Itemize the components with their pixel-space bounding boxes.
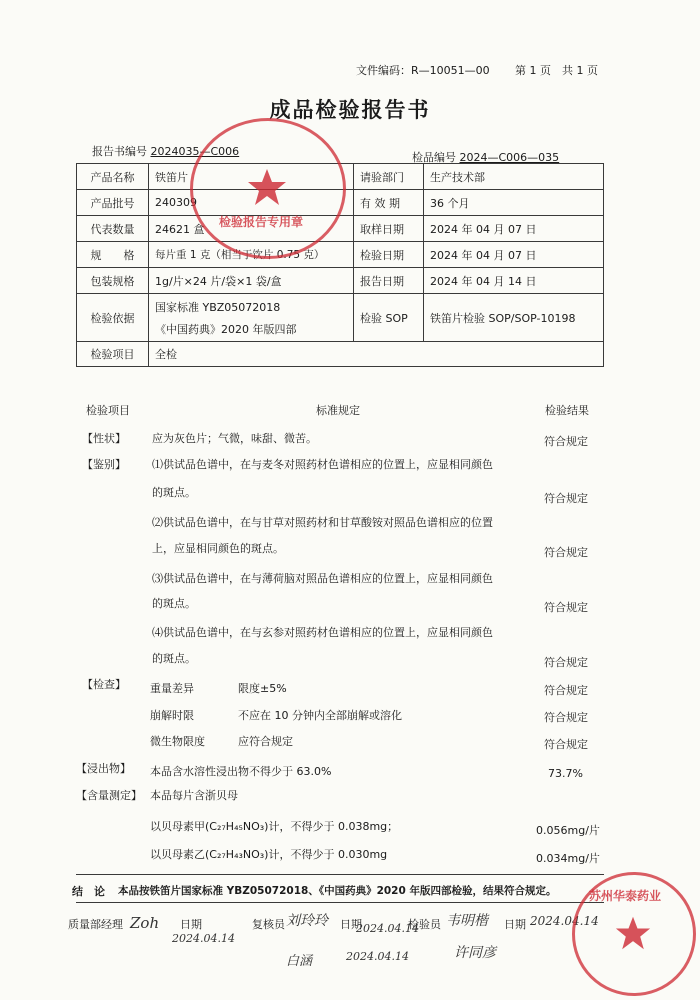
- extract-result: 73.7%: [548, 767, 583, 780]
- inspection-number-value: 2024—C006—035: [459, 151, 560, 164]
- column-header-result: 检验结果: [545, 404, 589, 417]
- conclusion-label: 结 论: [72, 885, 105, 898]
- ident4-line-a: ⑷供试品色谱中，在与玄参对照药材色谱相应的位置上，应显相同颜色: [152, 626, 493, 639]
- column-header-standard: 标准规定: [316, 404, 360, 417]
- document-number: 文件编码：R—10051—00: [356, 64, 490, 77]
- microbial-label: 微生物限度: [150, 735, 205, 748]
- info-value: 2024 年 04 月 14 日: [424, 268, 604, 294]
- info-label: 包装规格: [77, 268, 149, 294]
- ident3-line-b: 的斑点。: [152, 597, 196, 610]
- date-label-3: 日期: [504, 918, 526, 931]
- ident3-result: 符合规定: [544, 601, 588, 614]
- conclusion-text: 本品按铁笛片国家标准 YBZ05072018、《中国药典》2020 年版四部检验，结果符合规定。: [118, 885, 557, 897]
- check-label: 【检查】: [82, 678, 126, 691]
- star-icon: [247, 167, 287, 207]
- ident4-line-b: 的斑点。: [152, 652, 196, 665]
- ident2-line-b: 上，应显相同颜色的斑点。: [152, 542, 284, 555]
- weight-label: 重量差异: [150, 682, 194, 695]
- extra-date: 2024.04.14: [346, 950, 409, 963]
- info-label: 检验 SOP: [354, 294, 424, 342]
- info-value: [149, 294, 354, 342]
- appearance-result: 符合规定: [544, 435, 588, 448]
- appearance-label: 【性状】: [82, 432, 126, 445]
- extra-signature-1: 白涵: [286, 954, 313, 969]
- info-value: 铁笛片检验 SOP/SOP-10198: [424, 294, 604, 342]
- divider: [76, 902, 604, 903]
- disintegration-result: 符合规定: [544, 711, 588, 724]
- weight-result: 符合规定: [544, 684, 588, 697]
- date-3: 2024.04.14: [530, 914, 599, 928]
- report-number-value: 2024035—C006: [150, 145, 240, 158]
- extra-signature-2: 许同彦: [454, 945, 496, 961]
- seal-text: 苏州华泰药业: [589, 889, 662, 903]
- qa-manager-signature: Zoh: [130, 914, 160, 932]
- info-label: 报告日期: [354, 268, 424, 294]
- page-indicator: 第 1 页 共 1 页: [515, 64, 598, 77]
- company-seal: [572, 872, 696, 996]
- basis-line-1: 国家标准 YBZ05072018: [155, 300, 281, 314]
- reviewer-label: 复核员: [252, 918, 285, 931]
- info-label: 检验依据: [77, 294, 149, 342]
- extract-label: 【浸出物】: [76, 762, 131, 775]
- table-row: [77, 294, 604, 342]
- ident2-result: 符合规定: [544, 546, 588, 559]
- info-value: 2024 年 04 月 07 日: [424, 242, 604, 268]
- info-label: 代表数量: [77, 216, 149, 242]
- disintegration-label: 崩解时限: [150, 709, 194, 722]
- date-label-1: 日期: [180, 918, 202, 931]
- inspector-signature: 韦明楷: [446, 913, 488, 929]
- info-value: 1g/片×24 片/袋×1 袋/盒: [149, 268, 354, 294]
- info-value: 铁笛片: [149, 164, 354, 190]
- info-label: 请验部门: [354, 164, 424, 190]
- ident1-result: 符合规定: [544, 492, 588, 505]
- date-2: 2024.04.14: [356, 922, 419, 935]
- table-row: [77, 216, 604, 242]
- extract-standard: 本品含水溶性浸出物不得少于 63.0%: [150, 765, 332, 778]
- info-value: 生产技术部: [424, 164, 604, 190]
- info-value: 36 个月: [424, 190, 604, 216]
- info-label: 取样日期: [354, 216, 424, 242]
- ident1-line-a: ⑴供试品色谱中，在与麦冬对照药材色谱相应的位置上，应显相同颜色: [152, 458, 493, 471]
- info-value: 24621 盒: [149, 216, 354, 242]
- microbial-standard: 应符合规定: [238, 735, 293, 748]
- assay2-standard: 以贝母素乙(C₂₇H₄₃NO₃)计，不得少于 0.030mg: [150, 848, 388, 861]
- assay-label: 【含量测定】: [76, 789, 142, 802]
- assay1-standard: 以贝母素甲(C₂₇H₄₅NO₃)计，不得少于 0.038mg；: [150, 820, 399, 833]
- inspection-seal: [190, 118, 346, 259]
- divider: [76, 874, 604, 875]
- basis-line-2: 《中国药典》2020 年版四部: [155, 322, 297, 336]
- info-value: 每片重 1 克（相当于饮片 0.75 克）: [149, 242, 354, 268]
- microbial-result: 符合规定: [544, 738, 588, 751]
- star-icon: [615, 915, 651, 951]
- info-value: 240309: [149, 190, 354, 216]
- info-label: 产品批号: [77, 190, 149, 216]
- weight-standard: 限度±5%: [238, 682, 287, 695]
- assay2-result: 0.034mg/片: [536, 852, 600, 865]
- inspection-number-label: 检品编号: [412, 151, 456, 164]
- qa-manager-label: 质量部经理: [68, 918, 123, 931]
- info-value: 全检: [149, 342, 604, 367]
- info-value: 2024 年 04 月 07 日: [424, 216, 604, 242]
- table-row: [77, 242, 604, 268]
- info-label: 检验项目: [77, 342, 149, 367]
- table-row: [77, 342, 604, 367]
- assay-standard: 本品每片含浙贝母: [150, 789, 238, 802]
- report-number-label: 报告书编号: [92, 145, 147, 158]
- ident1-line-b: 的斑点。: [152, 486, 196, 499]
- ident2-line-a: ⑵供试品色谱中，在与甘草对照药材和甘草酸铵对照品色谱相应的位置: [152, 516, 493, 529]
- column-header-item: 检验项目: [86, 404, 130, 417]
- info-label: 规 格: [77, 242, 149, 268]
- page-title: 成品检验报告书: [269, 98, 431, 122]
- date-label-2: 日期: [340, 918, 362, 931]
- ident3-line-a: ⑶供试品色谱中，在与薄荷脑对照品色谱相应的位置上，应显相同颜色: [152, 572, 493, 585]
- ident4-result: 符合规定: [544, 656, 588, 669]
- disintegration-standard: 不应在 10 分钟内全部崩解或溶化: [238, 709, 402, 722]
- identification-label: 【鉴别】: [82, 458, 126, 471]
- assay1-result: 0.056mg/片: [536, 824, 600, 837]
- inspector-label: 检验员: [408, 918, 441, 931]
- info-label: 产品名称: [77, 164, 149, 190]
- date-1: 2024.04.14: [172, 932, 235, 945]
- table-row: [77, 268, 604, 294]
- appearance-standard: 应为灰色片；气微，味甜、微苦。: [152, 432, 317, 445]
- info-label: 有 效 期: [354, 190, 424, 216]
- seal-text: 检验报告专用章: [219, 215, 304, 229]
- info-label: 检验日期: [354, 242, 424, 268]
- reviewer-signature: 刘玲玲: [286, 913, 328, 929]
